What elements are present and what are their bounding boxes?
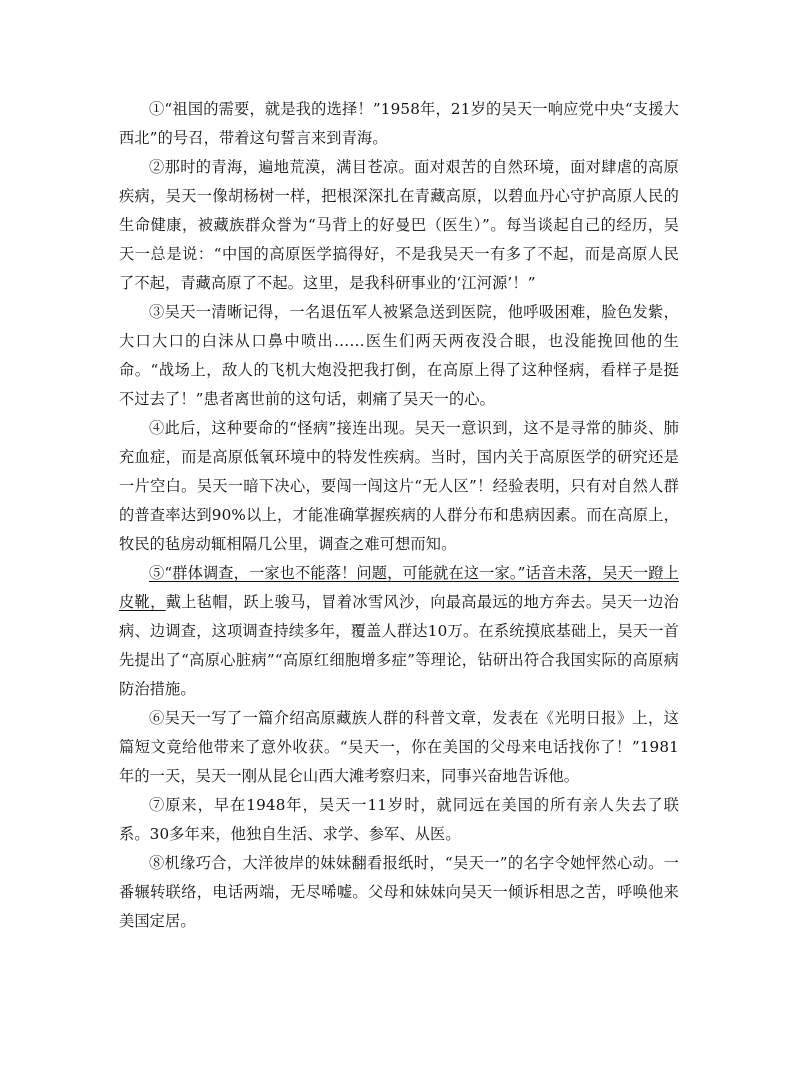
paragraph-7: ⑦原来，早在1948年，吴天一11岁时，就同远在美国的所有亲人失去了联系。30多年来，他独自生活、求学、参军、从医。 [119, 796, 679, 843]
paragraph-8: ⑧机缘巧合，大洋彼岸的妹妹翻看报纸时，“吴天一”的名字令她怦然心动。一番辗转联络，电话两端，无尽唏嘘。父母和妹妹向吴天一倾诉相思之苦，呼唤他来美国定居。 [119, 854, 679, 930]
paragraph-4: ④此后，这种要命的“怪病”接连出现。吴天一意识到，这不是寻常的肺炎、肺充血症，而是高原低氧环境中的特发性疾病。当时，国内关于高原医学的研究还是一片空白。吴天一暗下决心，要闯一闯这片“无人区”！经验表明，只有对自然人群的普查率达到90%以上，才能准确掌握疾病的人群分布和患病因素。而在高原上，牧民的毡房动辄相隔几公里，调查之难可想而知。 [119, 419, 679, 553]
paragraph-6: ⑥吴天一写了一篇介绍高原藏族人群的科普文章，发表在《光明日报》上，这篇短文竟给他带来了意外收获。“吴天一，你在美国的父母来电话找你了！”1981年的一天，吴天一刚从昆仑山西大滩考察归来，同事兴奋地告诉他。 [119, 709, 679, 785]
paragraph-5 [119, 559, 679, 704]
paragraph-2: ②那时的青海，遍地荒漠，满目苍凉。面对艰苦的自然环境，面对肆虐的高原疾病，吴天一像胡杨树一样，把根深深扎在青藏高原，以碧血丹心守护高原人民的生命健康，被藏族群众誉为“马背上的好曼巴（医生）”。每当谈起自己的经历，吴天一总是说：“中国的高原医学搞得好，不是我吴天一有多了不起，而是高原人民了不起，青藏高原了不起。这里，是我科研事业的‘江河源’！” [119, 158, 679, 292]
article-body [119, 95, 679, 936]
underlined-sentence: ⑤“群体调查，一家也不能落！问题，可能就在这一家。”话音未落，吴天一蹬上皮靴， [119, 564, 679, 611]
paragraph-1: ①“祖国的需要，就是我的选择！”1958年，21岁的吴天一响应党中央“支援大西北”的号召，带着这句誓言来到青海。 [119, 100, 679, 147]
paragraph-3: ③吴天一清晰记得，一名退伍军人被紧急送到医院，他呼吸困难，脸色发紫，大口大口的白沫从口鼻中喷出……医生们两天两夜没合眼，也没能挽回他的生命。“战场上，敌人的飞机大炮没把我打倒，在高原上得了这种怪病，看样子是挺不过去了！”患者离世前的这句话，刺痛了吴天一的心。 [119, 303, 679, 408]
paragraph-5-rest: 戴上毡帽，跃上骏马，冒着冰雪风沙，向最高最远的地方奔去。吴天一边治病、边调查，这项调查持续多年，覆盖人群达10万。在系统摸底基础上，吴天一首先提出了“高原心脏病”“高原红细胞增多症”等理论，钻研出符合我国实际的高原病防治措施。 [119, 593, 679, 698]
